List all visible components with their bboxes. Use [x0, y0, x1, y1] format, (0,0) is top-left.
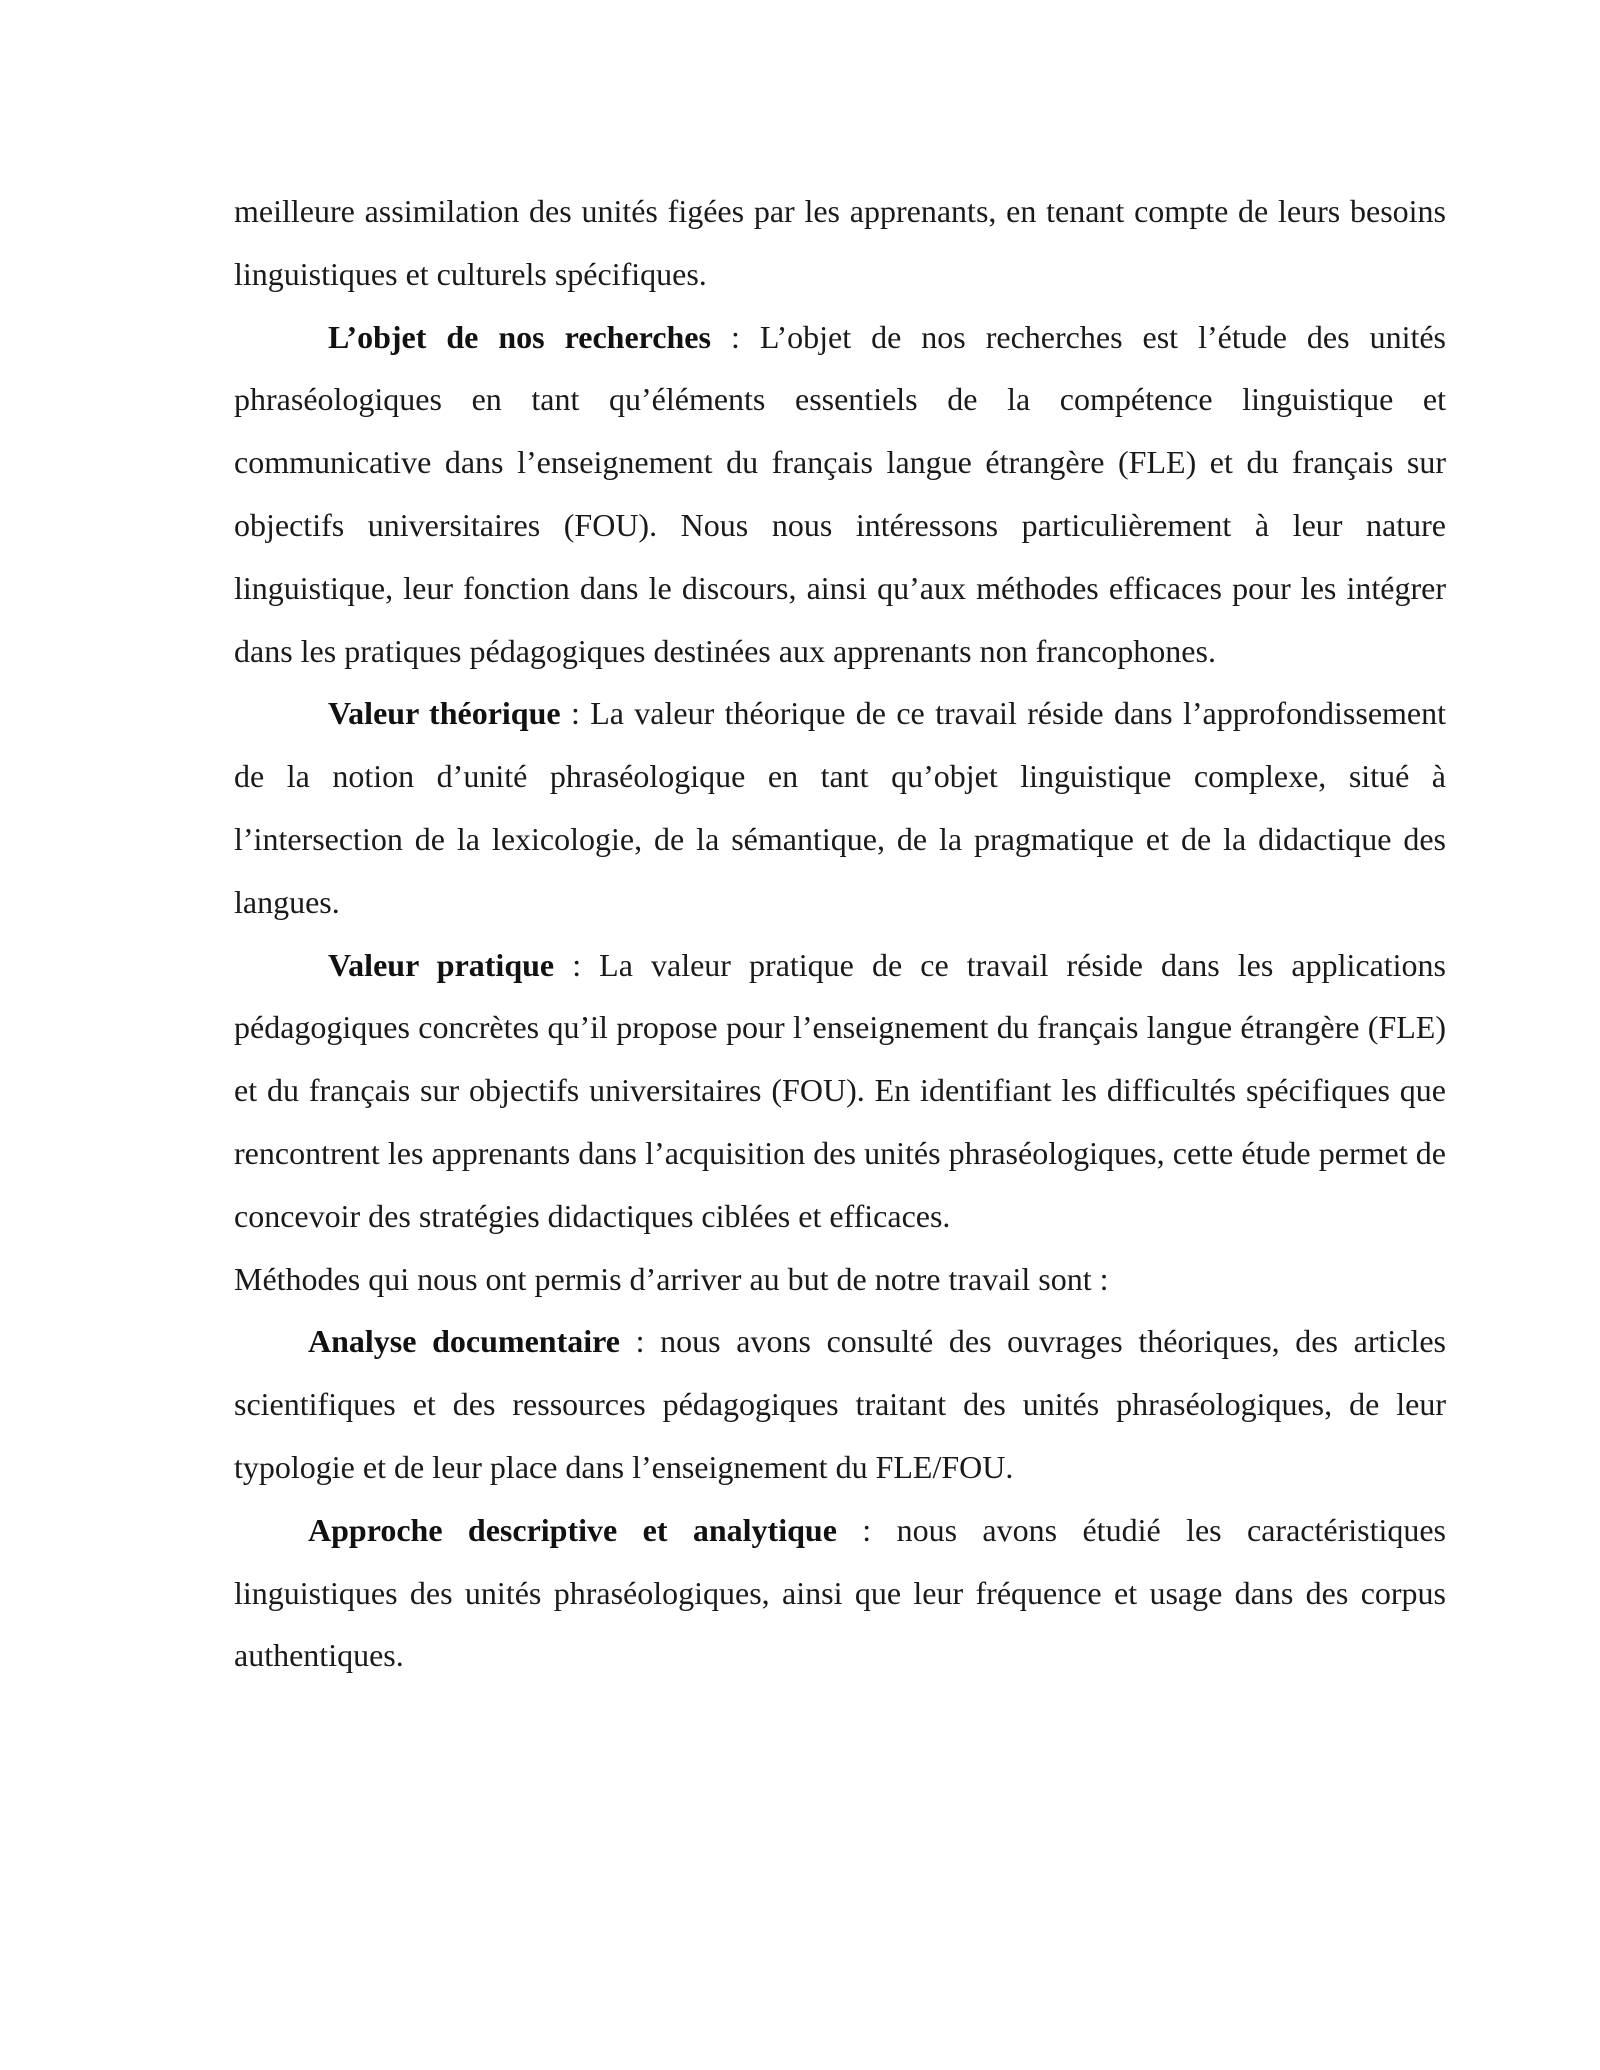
paragraph-practical-value [234, 934, 1446, 1248]
paragraph-text: meilleure assimilation des unités figées par les apprenants, en tenant compte de leurs besoins linguistiques et culturels spécifiques. [234, 193, 1446, 292]
paragraph-heading: Approche descriptive et analytique [308, 1511, 837, 1548]
paragraph-heading: Valeur théorique [328, 695, 561, 732]
paragraph-text: : nous avons étudié les caractéristiques linguistiques des unités phraséologiques, ainsi que leur fréquence et usage dans des corpus authentiques. [234, 1511, 1447, 1674]
paragraph-document-analysis [234, 1310, 1446, 1498]
paragraph-heading: Valeur pratique [328, 946, 555, 983]
paragraph-research-object [234, 306, 1446, 683]
paragraph-theoretical-value [234, 682, 1446, 933]
paragraph-text: : nous avons consulté des ouvrages théoriques, des articles scientifiques et des ressources pédagogiques traitant des unités phraséologiques, de leur typologie et de leur place dans l’enseignement du FLE/FOU. [234, 1323, 1446, 1485]
paragraph-heading: L’objet de nos recherches [328, 318, 711, 355]
document-body [234, 180, 1446, 1687]
paragraph-descriptive-approach [234, 1499, 1446, 1687]
paragraph-text: : La valeur théorique de ce travail réside dans l’approfondissement de la notion d’unité phraséologique en tant qu’objet linguistique complexe, situé à l’intersection de la lexicologie, de la sémantique, de la pragmatique et de la didactique des langues. [234, 695, 1447, 920]
paragraph-continuation [234, 180, 1446, 306]
paragraph-heading: Analyse documentaire [308, 1323, 620, 1360]
paragraph-text: Méthodes qui nous ont permis d’arriver au but de notre travail sont : [234, 1260, 1109, 1297]
paragraph-text: : L’objet de nos recherches est l’étude des unités phraséologiques en tant qu’éléments essentiels de la compétence linguistique et communicative dans l’enseignement du français langue étrangère (FLE) et du français sur objectifs universitaires (FOU). Nous nous intéressons particulièrement à leur nature linguistique, leur fonction dans le discours, ainsi qu’aux méthodes efficaces pour les intégrer dans les pratiques pédagogiques destinées aux apprenants non francophones. [234, 318, 1446, 669]
paragraph-text: : La valeur pratique de ce travail réside dans les applications pédagogiques concrètes qu’il propose pour l’enseignement du français langue étrangère (FLE) et du français sur objectifs universitaires (FOU). En identifiant les difficultés spécifiques que rencontrent les apprenants dans l’acquisition des unités phraséologiques, cette étude permet de concevoir des stratégies didactiques ciblées et efficaces. [234, 946, 1447, 1234]
paragraph-methods-intro [234, 1248, 1446, 1311]
